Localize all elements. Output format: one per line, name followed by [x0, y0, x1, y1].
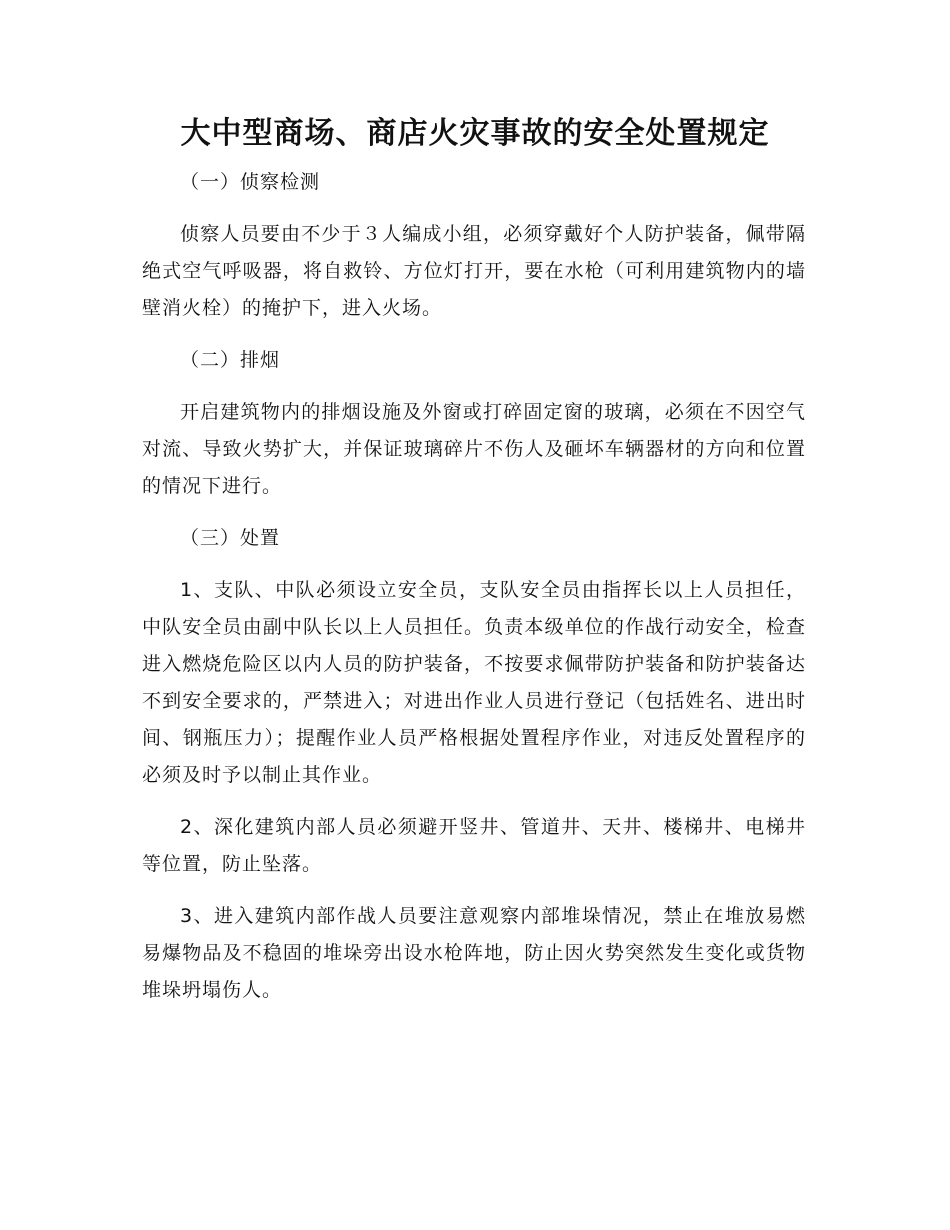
- paragraph: 2、深化建筑内部人员必须避开竖井、管道井、天井、楼梯井、电梯井等位置，防止坠落。: [142, 816, 806, 875]
- section-smoke-exhaust: [142, 342, 806, 505]
- document-body: [142, 164, 806, 1024]
- paragraph: 侦察人员要由不少于３人编成小组，必须穿戴好个人防护装备，佩带隔绝式空气呼吸器，将自救铃、方位灯打开，要在水枪（可利用建筑物内的墙壁消火栓）的掩护下，进入火场。: [142, 223, 806, 319]
- section-reconnaissance: [142, 164, 806, 327]
- paragraph: 1、支队、中队必须设立安全员，支队安全员由指挥长以上人员担任，中队安全员由副中队长以上人员担任。负责本级单位的作战行动安全，检查进入燃烧危险区以内人员的防护装备，不按要求佩带防护装备和防护装备达不到安全要求的，严禁进入；对进出作业人员进行登记（包括姓名、进出时间、钢瓶压力）；提醒作业人员严格根据处置程序作业，对违反处置程序的必须及时予以制止其作业。: [142, 579, 806, 786]
- section-heading: （二）排烟: [180, 349, 281, 371]
- paragraph: 3、进入建筑内部作战人员要注意观察内部堆垛情况，禁止在堆放易燃易爆物品及不稳固的堆垛旁出设水枪阵地，防止因火势突然发生变化或货物堆垛坍塌伤人。: [142, 905, 806, 1001]
- section-disposal: [142, 520, 806, 1009]
- document-title: 大中型商场、商店火灾事故的安全处置规定: [180, 116, 770, 151]
- paragraph: 开启建筑物内的排烟设施及外窗或打碎固定窗的玻璃，必须在不因空气对流、导致火势扩大，并保证玻璃碎片不伤人及砸坏车辆器材的方向和位置的情况下进行。: [142, 401, 806, 497]
- section-heading: （三）处置: [180, 527, 281, 549]
- section-heading: （一）侦察检测: [180, 171, 321, 193]
